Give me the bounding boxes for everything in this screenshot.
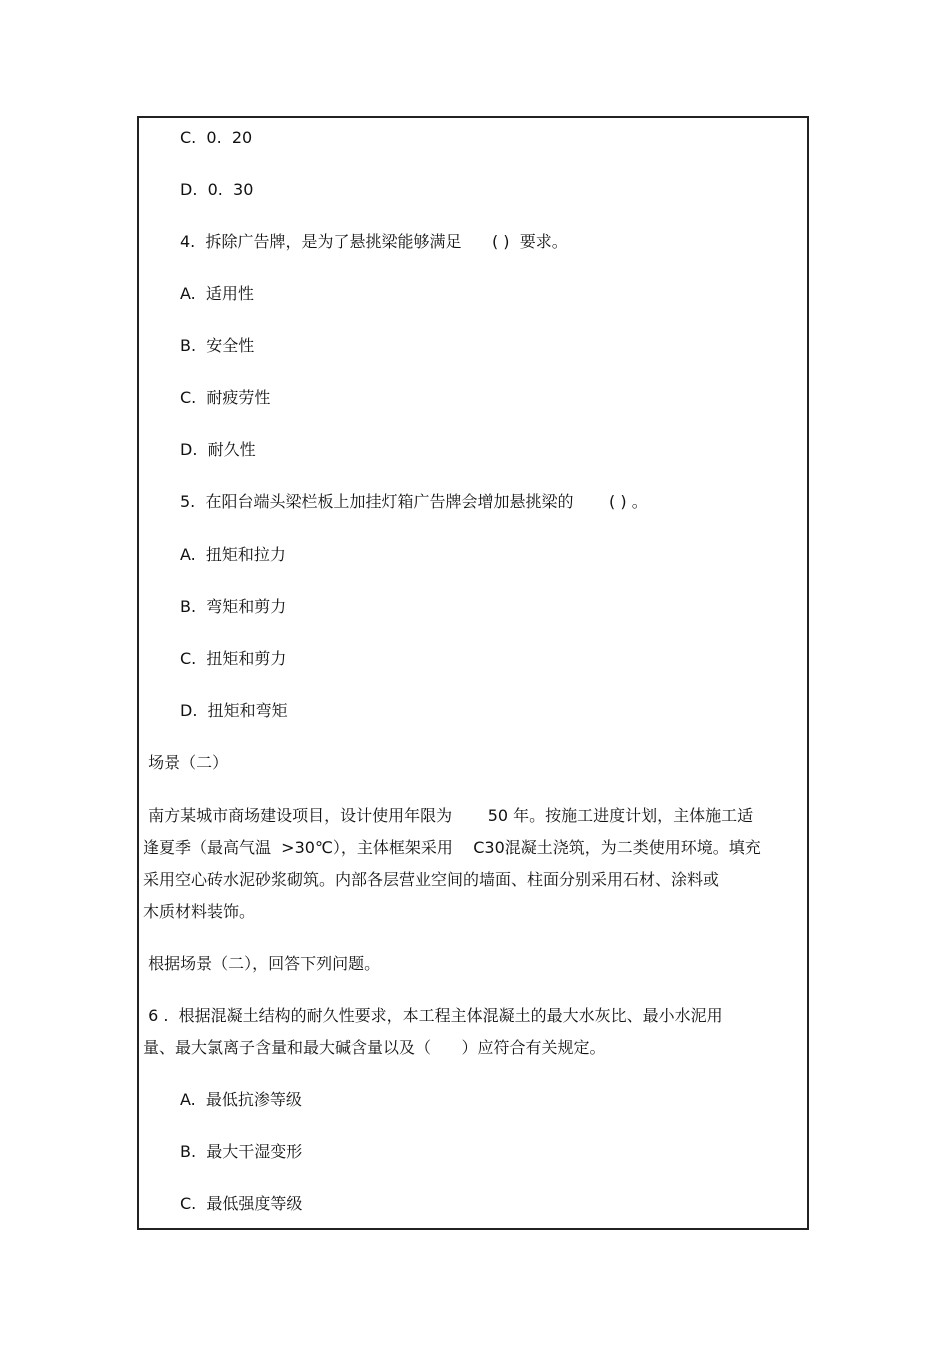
q5-option-b: B. 弯矩和剪力 — [180, 597, 287, 616]
scenario-2-instruction: 根据场景（二），回答下列问题。 — [143, 954, 381, 973]
option-c-0-20: C. 0. 20 — [180, 128, 253, 147]
scenario-2-paragraph-line-1: 南方某城市商场建设项目，设计使用年限为 50 年。按施工进度计划，主体施工适 — [143, 806, 754, 825]
question-4: 4. 拆除广告牌，是为了悬挑梁能够满足 ( ) 要求。 — [180, 232, 568, 251]
q6-option-a: A. 最低抗渗等级 — [180, 1090, 302, 1109]
q5-option-a: A. 扭矩和拉力 — [180, 545, 286, 564]
q6-option-c: C. 最低强度等级 — [180, 1194, 303, 1213]
q4-option-c: C. 耐疲劳性 — [180, 388, 271, 407]
q4-option-b: B. 安全性 — [180, 336, 255, 355]
q5-option-d: D. 扭矩和弯矩 — [180, 701, 288, 720]
question-6-line-2: 量、最大氯离子含量和最大碱含量以及（ ）应符合有关规定。 — [143, 1038, 606, 1057]
question-6-line-1: 6 . 根据混凝土结构的耐久性要求，本工程主体混凝土的最大水灰比、最小水泥用 — [143, 1006, 723, 1025]
q5-option-c: C. 扭矩和剪力 — [180, 649, 287, 668]
q6-option-b: B. 最大干湿变形 — [180, 1142, 303, 1161]
q4-option-a: A. 适用性 — [180, 284, 254, 303]
scenario-2-paragraph-line-3: 采用空心砖水泥砂浆砌筑。内部各层营业空间的墙面、柱面分别采用石材、涂料或 — [143, 870, 720, 889]
scenario-2-paragraph-line-4: 木质材料装饰。 — [143, 902, 256, 921]
scenario-2-heading: 场景（二） — [143, 753, 229, 772]
question-5: 5. 在阳台端头梁栏板上加挂灯箱广告牌会增加悬挑梁的 ( ) 。 — [180, 492, 648, 511]
scenario-2-paragraph-line-2: 逢夏季（最高气温 >30℃），主体框架采用 C30混凝土浇筑，为二类使用环境。填充 — [143, 838, 761, 857]
q4-option-d: D. 耐久性 — [180, 440, 256, 459]
option-d-0-30: D. 0. 30 — [180, 180, 254, 199]
